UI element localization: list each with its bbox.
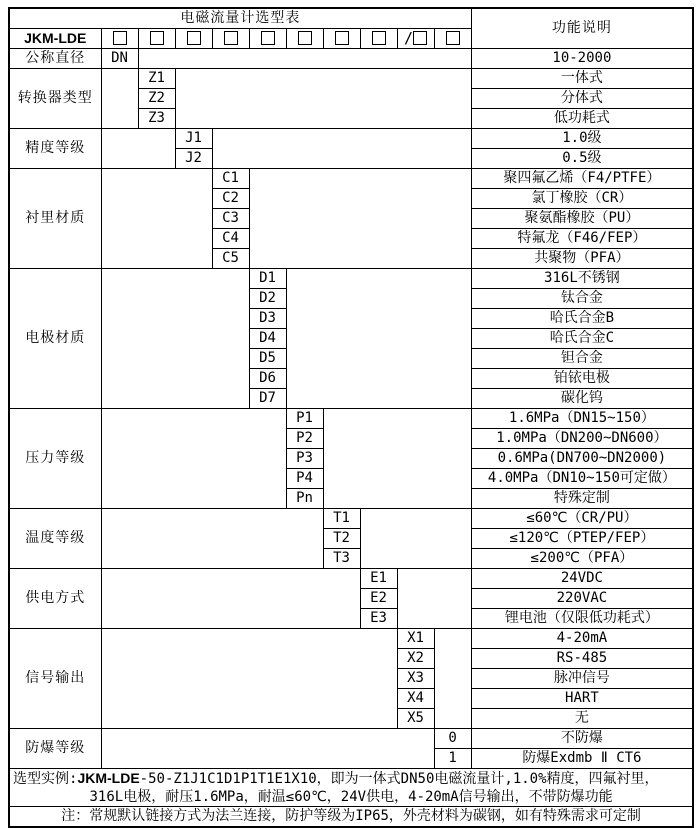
code-cell-z1: Z1 (138, 69, 175, 89)
checkbox-icon (113, 31, 127, 45)
checkbox-cell-9[interactable] (397, 29, 434, 49)
empty-cell (101, 569, 360, 629)
example-rest: -50-Z1J1C1D1P1T1E1X10，即为一体式DN50电磁流量计,1.0%精度，四氟衬里， (139, 771, 659, 787)
model-name: JKM-LDE (9, 29, 101, 49)
desc-cell: 特氟龙（F46/FEP） (471, 229, 693, 249)
desc-cell: ≤60℃（CR/PU） (471, 509, 693, 529)
code-cell-j1: J1 (175, 129, 212, 149)
code-cell-d2: D2 (249, 289, 286, 309)
desc-cell: 4.0MPa（DN10~150可定做） (471, 469, 693, 489)
section-label-signal-output: 信号输出 (9, 629, 101, 729)
code-cell-dn: DN (101, 49, 138, 69)
code-cell-z3: Z3 (138, 109, 175, 129)
desc-cell: 无 (471, 709, 693, 729)
desc-cell: 1.0级 (471, 129, 693, 149)
empty-cell (323, 409, 471, 509)
code-cell-p3: P3 (286, 449, 323, 469)
code-cell-c2: C2 (212, 189, 249, 209)
empty-cell (434, 629, 471, 729)
desc-cell: 0.5级 (471, 149, 693, 169)
desc-cell: 低功耗式 (471, 109, 693, 129)
desc-cell: 哈氏合金B (471, 309, 693, 329)
code-cell-d1: D1 (249, 269, 286, 289)
desc-cell: 316L不锈钢 (471, 269, 693, 289)
section-label-accuracy-class: 精度等级 (9, 129, 101, 169)
code-cell-e2: E2 (360, 589, 397, 609)
empty-cell (101, 269, 249, 409)
checkbox-icon (335, 31, 349, 45)
example-line-1 (10, 769, 692, 787)
empty-cell (249, 169, 471, 269)
section-label-power-supply: 供电方式 (9, 569, 101, 629)
example-prefix: 选型实例: (13, 771, 78, 787)
checkbox-icon (413, 31, 427, 45)
checkbox-icon (224, 31, 238, 45)
checkbox-icon (446, 31, 460, 45)
desc-cell: 脉冲信号 (471, 669, 693, 689)
desc-cell: 铂铱电极 (471, 369, 693, 389)
empty-cell (101, 509, 323, 569)
code-cell-p4: P4 (286, 469, 323, 489)
checkbox-cell-2[interactable] (138, 29, 175, 49)
desc-cell: 1.6MPa（DN15~150） (471, 409, 693, 429)
empty-cell (101, 629, 397, 729)
code-cell-t3: T3 (323, 549, 360, 569)
code-cell-x5: X5 (397, 709, 434, 729)
desc-cell: ≤200℃（PFA） (471, 549, 693, 569)
desc-cell: RS-485 (471, 649, 693, 669)
code-cell-p1: P1 (286, 409, 323, 429)
desc-diameter-range: 10-2000 (471, 49, 693, 69)
code-cell-c4: C4 (212, 229, 249, 249)
empty-cell (397, 569, 471, 629)
code-cell-d3: D3 (249, 309, 286, 329)
desc-cell: 24VDC (471, 569, 693, 589)
code-cell-d7: D7 (249, 389, 286, 409)
desc-cell: 碳化钨 (471, 389, 693, 409)
code-cell-d4: D4 (249, 329, 286, 349)
desc-cell: 聚四氟乙烯（F4/PTFE） (471, 169, 693, 189)
code-cell-e3: E3 (360, 609, 397, 629)
code-cell-c5: C5 (212, 249, 249, 269)
section-label-electrode-material: 电极材质 (9, 269, 101, 409)
example-line-2: 316L电极，耐压1.6MPa，耐温≤60℃，24V供电，4-20mA信号输出，不带防爆功能 (89, 789, 613, 806)
empty-cell (101, 409, 286, 509)
code-cell-d6: D6 (249, 369, 286, 389)
empty-cell (212, 129, 471, 169)
checkbox-icon (187, 31, 201, 45)
checkbox-icon (372, 31, 386, 45)
code-cell-c3: C3 (212, 209, 249, 229)
section-label-lining-material: 衬里材质 (9, 169, 101, 269)
desc-cell: 4-20mA (471, 629, 693, 649)
code-cell-t1: T1 (323, 509, 360, 529)
desc-cell: 分体式 (471, 89, 693, 109)
code-cell-1: 1 (434, 749, 471, 769)
empty-cell (101, 729, 434, 769)
empty-cell (360, 509, 471, 569)
checkbox-cell-3[interactable] (175, 29, 212, 49)
desc-cell: 防爆Exdmb Ⅱ CT6 (471, 749, 693, 769)
desc-cell: 锂电池（仅限低功耗式） (471, 609, 693, 629)
checkbox-cell-8[interactable] (360, 29, 397, 49)
checkbox-cell-6[interactable] (286, 29, 323, 49)
desc-cell: 不防爆 (471, 729, 693, 749)
slash-mark: / (403, 29, 414, 48)
code-cell-c1: C1 (212, 169, 249, 189)
checkbox-icon (298, 31, 312, 45)
desc-cell: 1.0MPa（DN200~DN600） (471, 429, 693, 449)
code-cell-x1: X1 (397, 629, 434, 649)
code-cell-j2: J2 (175, 149, 212, 169)
checkbox-icon (150, 31, 164, 45)
code-cell-z2: Z2 (138, 89, 175, 109)
code-cell-x3: X3 (397, 669, 434, 689)
code-cell-pn: Pn (286, 489, 323, 509)
empty-cell (101, 169, 212, 269)
desc-cell: 钽合金 (471, 349, 693, 369)
code-cell-e1: E1 (360, 569, 397, 589)
empty-cell (138, 49, 471, 69)
checkbox-cell-10[interactable] (434, 29, 471, 49)
code-cell-t2: T2 (323, 529, 360, 549)
desc-cell: 聚氨酯橡胶（PU） (471, 209, 693, 229)
code-cell-p2: P2 (286, 429, 323, 449)
desc-cell: 特殊定制 (471, 489, 693, 509)
section-label-nominal-diameter: 公称直径 (9, 49, 101, 69)
function-description-header: 功能说明 (471, 8, 693, 49)
section-label-converter-type: 转换器类型 (9, 69, 101, 129)
desc-cell: 哈氏合金C (471, 329, 693, 349)
desc-cell: 共聚物（PFA） (471, 249, 693, 269)
code-cell-x4: X4 (397, 689, 434, 709)
checkbox-cell-4[interactable] (212, 29, 249, 49)
desc-cell: 0.6MPa(DN700~DN2000) (471, 449, 693, 469)
checkbox-cell-5[interactable] (249, 29, 286, 49)
selection-table (8, 7, 694, 828)
selection-example (9, 769, 693, 807)
desc-cell: ≤120℃（PTEP/FEP） (471, 529, 693, 549)
table-title: 电磁流量计选型表 (9, 8, 471, 29)
checkbox-cell-1[interactable] (101, 29, 138, 49)
checkbox-cell-7[interactable] (323, 29, 360, 49)
note-text: 注：常规默认链接方式为法兰连接，防护等级为IP65，外壳材料为碳钢，如有特殊需求可定制 (9, 806, 693, 827)
desc-cell: 氯丁橡胶（CR） (471, 189, 693, 209)
empty-cell (101, 129, 175, 169)
desc-cell: 220VAC (471, 589, 693, 609)
section-label-pressure-rating: 压力等级 (9, 409, 101, 509)
empty-cell (286, 269, 471, 409)
section-label-temperature-rating: 温度等级 (9, 509, 101, 569)
empty-cell (101, 69, 138, 129)
example-model-code: JKM-LDE (77, 770, 140, 786)
section-label-explosion-proof-rating: 防爆等级 (9, 729, 101, 769)
desc-cell: HART (471, 689, 693, 709)
code-cell-d5: D5 (249, 349, 286, 369)
checkbox-icon (261, 31, 275, 45)
desc-cell: 钛合金 (471, 289, 693, 309)
empty-cell (175, 69, 471, 129)
code-cell-0: 0 (434, 729, 471, 749)
code-cell-x2: X2 (397, 649, 434, 669)
desc-cell: 一体式 (471, 69, 693, 89)
